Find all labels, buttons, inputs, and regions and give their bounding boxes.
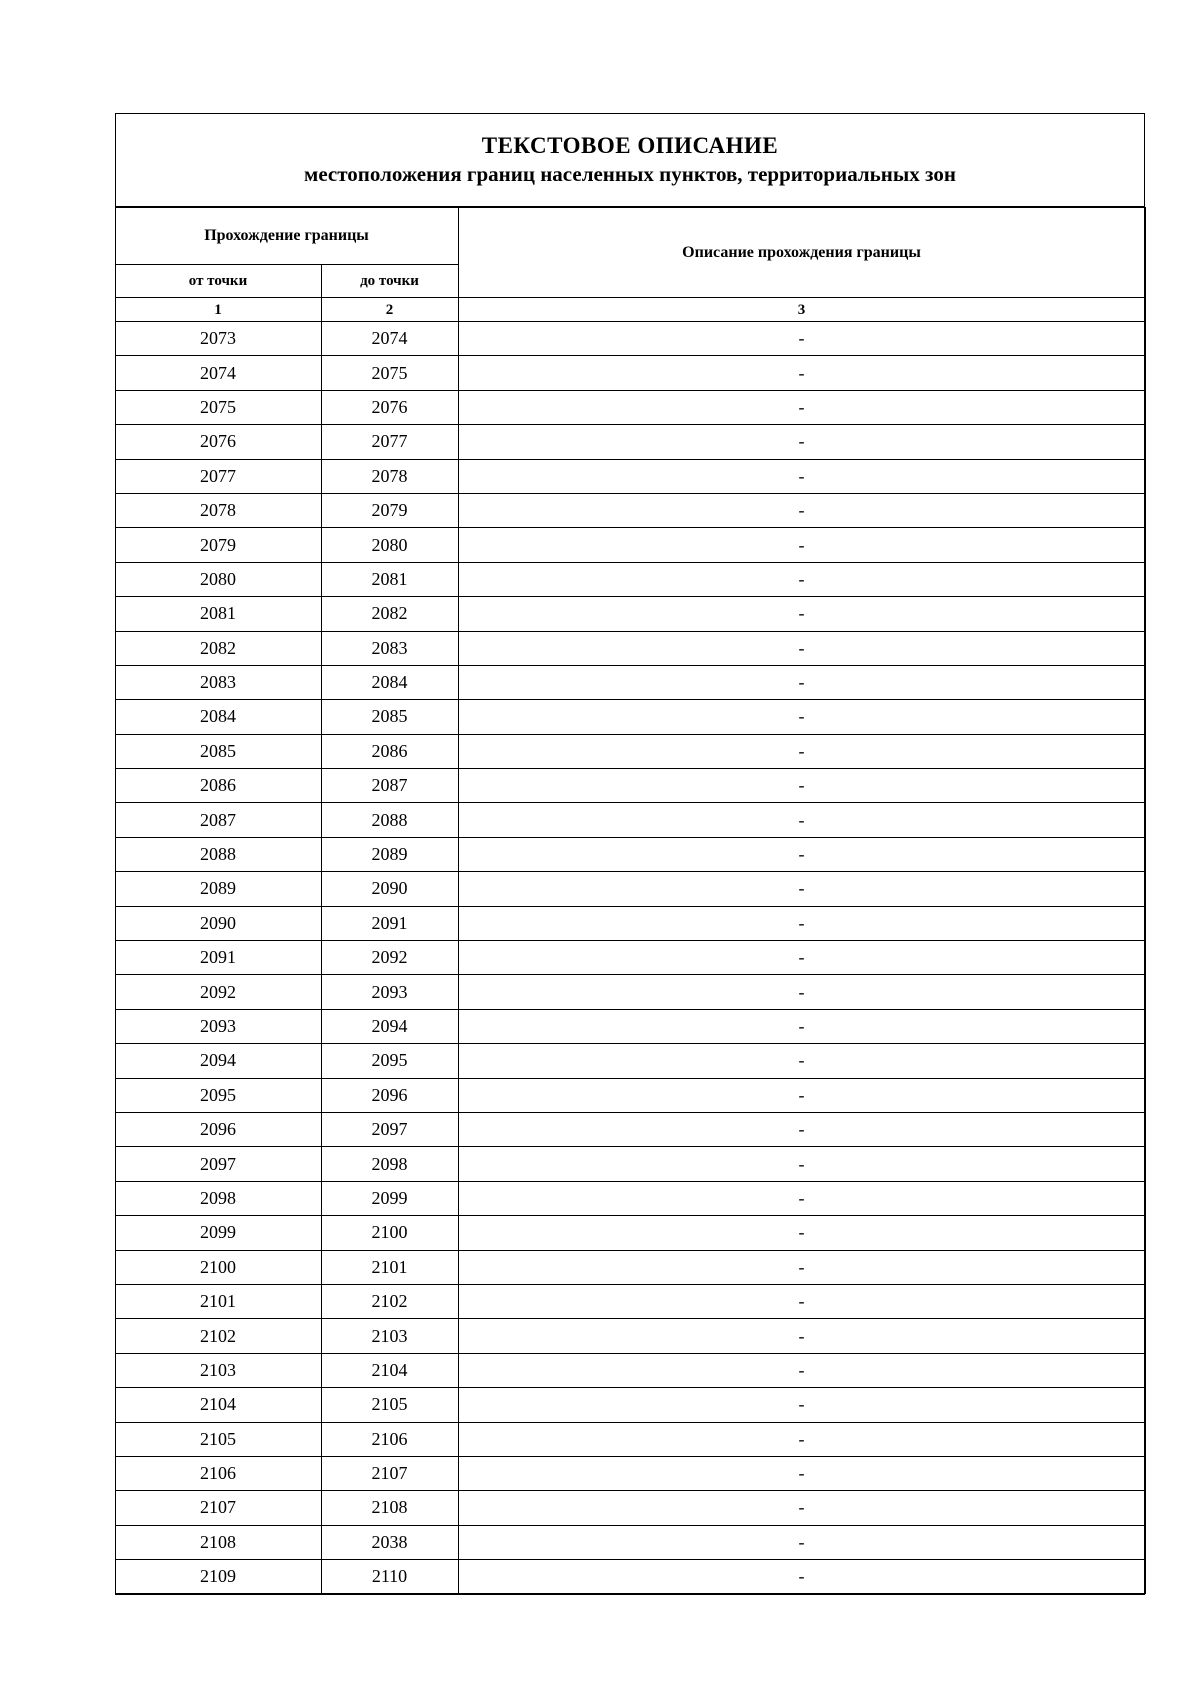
to-point-cell: 2081	[321, 562, 458, 596]
from-point-cell: 2093	[115, 1009, 321, 1043]
table-row	[115, 975, 1145, 1009]
description-cell: -	[458, 975, 1145, 1009]
table-row	[115, 1456, 1145, 1490]
to-point-cell: 2079	[321, 493, 458, 527]
description-cell: -	[458, 1422, 1145, 1456]
to-point-cell: 2087	[321, 769, 458, 803]
description-cell: -	[458, 1147, 1145, 1181]
description-cell: -	[458, 700, 1145, 734]
document-subtitle: местоположения границ населенных пунктов, территориальных зон	[304, 162, 956, 186]
to-point-cell: 2076	[321, 390, 458, 424]
description-cell: -	[458, 1388, 1145, 1422]
to-point-cell: 2091	[321, 906, 458, 940]
from-point-cell: 2073	[115, 322, 321, 356]
from-point-cell: 2102	[115, 1319, 321, 1353]
from-point-cell: 2085	[115, 734, 321, 768]
from-point-cell: 2081	[115, 597, 321, 631]
table-row	[115, 1491, 1145, 1525]
from-point-cell: 2097	[115, 1147, 321, 1181]
to-point-cell: 2038	[321, 1525, 458, 1559]
description-cell: -	[458, 322, 1145, 356]
table-row	[115, 803, 1145, 837]
description-cell: -	[458, 1319, 1145, 1353]
description-cell: -	[458, 1353, 1145, 1387]
to-point-cell: 2088	[321, 803, 458, 837]
to-point-cell: 2077	[321, 425, 458, 459]
description-cell: -	[458, 941, 1145, 975]
from-point-cell: 2080	[115, 562, 321, 596]
description-cell: -	[458, 597, 1145, 631]
description-cell: -	[458, 1078, 1145, 1112]
table-row	[115, 459, 1145, 493]
from-point-cell: 2075	[115, 390, 321, 424]
column-number: 3	[458, 298, 1145, 322]
table-row	[115, 390, 1145, 424]
table-row	[115, 734, 1145, 768]
to-point-cell: 2099	[321, 1181, 458, 1215]
description-cell: -	[458, 872, 1145, 906]
from-point-cell: 2100	[115, 1250, 321, 1284]
description-cell: -	[458, 528, 1145, 562]
to-point-cell: 2078	[321, 459, 458, 493]
description-cell: -	[458, 459, 1145, 493]
description-cell: -	[458, 1491, 1145, 1525]
table-row	[115, 528, 1145, 562]
from-point-cell: 2087	[115, 803, 321, 837]
table-row	[115, 700, 1145, 734]
from-point-cell: 2095	[115, 1078, 321, 1112]
to-point-cell: 2074	[321, 322, 458, 356]
to-point-cell: 2093	[321, 975, 458, 1009]
header-from-point: от точки	[115, 265, 321, 298]
description-cell: -	[458, 493, 1145, 527]
title-block	[116, 114, 1144, 207]
header-to-point: до точки	[321, 265, 458, 298]
to-point-cell: 2095	[321, 1044, 458, 1078]
table-row	[115, 1009, 1145, 1043]
to-point-cell: 2110	[321, 1560, 458, 1594]
table-row	[115, 872, 1145, 906]
to-point-cell: 2094	[321, 1009, 458, 1043]
to-point-cell: 2096	[321, 1078, 458, 1112]
table-row	[115, 322, 1145, 356]
description-cell: -	[458, 1250, 1145, 1284]
table-row	[115, 1560, 1145, 1594]
table-row	[115, 597, 1145, 631]
description-cell: -	[458, 631, 1145, 665]
to-point-cell: 2105	[321, 1388, 458, 1422]
boundary-table	[115, 207, 1146, 1594]
to-point-cell: 2082	[321, 597, 458, 631]
from-point-cell: 2082	[115, 631, 321, 665]
from-point-cell: 2074	[115, 356, 321, 390]
description-cell: -	[458, 1284, 1145, 1318]
to-point-cell: 2098	[321, 1147, 458, 1181]
from-point-cell: 2084	[115, 700, 321, 734]
table-row	[115, 1181, 1145, 1215]
table-row	[115, 1422, 1145, 1456]
from-point-cell: 2089	[115, 872, 321, 906]
from-point-cell: 2088	[115, 837, 321, 871]
description-cell: -	[458, 803, 1145, 837]
table-row	[115, 1078, 1145, 1112]
to-point-cell: 2080	[321, 528, 458, 562]
description-cell: -	[458, 1560, 1145, 1594]
table-row	[115, 631, 1145, 665]
table-row	[115, 1353, 1145, 1387]
table-row	[115, 1216, 1145, 1250]
table-row	[115, 1147, 1145, 1181]
description-cell: -	[458, 1525, 1145, 1559]
table-row	[115, 1250, 1145, 1284]
description-cell: -	[458, 425, 1145, 459]
table-row	[115, 1284, 1145, 1318]
table-row	[115, 1388, 1145, 1422]
from-point-cell: 2076	[115, 425, 321, 459]
table-row	[115, 1319, 1145, 1353]
description-cell: -	[458, 1456, 1145, 1490]
description-cell: -	[458, 665, 1145, 699]
from-point-cell: 2099	[115, 1216, 321, 1250]
from-point-cell: 2079	[115, 528, 321, 562]
to-point-cell: 2097	[321, 1112, 458, 1146]
description-cell: -	[458, 356, 1145, 390]
table-row	[115, 941, 1145, 975]
description-cell: -	[458, 1181, 1145, 1215]
description-cell: -	[458, 562, 1145, 596]
to-point-cell: 2086	[321, 734, 458, 768]
table-row	[115, 769, 1145, 803]
table-row	[115, 356, 1145, 390]
description-cell: -	[458, 734, 1145, 768]
from-point-cell: 2096	[115, 1112, 321, 1146]
to-point-cell: 2085	[321, 700, 458, 734]
header-description: Описание прохождения границы	[458, 208, 1145, 298]
to-point-cell: 2075	[321, 356, 458, 390]
from-point-cell: 2077	[115, 459, 321, 493]
to-point-cell: 2084	[321, 665, 458, 699]
to-point-cell: 2106	[321, 1422, 458, 1456]
from-point-cell: 2107	[115, 1491, 321, 1525]
table-row	[115, 425, 1145, 459]
table-row	[115, 1112, 1145, 1146]
description-cell: -	[458, 1044, 1145, 1078]
table-row	[115, 493, 1145, 527]
description-cell: -	[458, 1112, 1145, 1146]
description-cell: -	[458, 906, 1145, 940]
description-cell: -	[458, 1216, 1145, 1250]
from-point-cell: 2086	[115, 769, 321, 803]
from-point-cell: 2103	[115, 1353, 321, 1387]
to-point-cell: 2100	[321, 1216, 458, 1250]
description-cell: -	[458, 390, 1145, 424]
column-number: 2	[321, 298, 458, 322]
from-point-cell: 2078	[115, 493, 321, 527]
from-point-cell: 2109	[115, 1560, 321, 1594]
to-point-cell: 2090	[321, 872, 458, 906]
from-point-cell: 2108	[115, 1525, 321, 1559]
header-boundary-passage: Прохождение границы	[115, 208, 458, 265]
document-frame	[115, 113, 1145, 1595]
to-point-cell: 2103	[321, 1319, 458, 1353]
description-cell: -	[458, 837, 1145, 871]
table-row	[115, 1044, 1145, 1078]
to-point-cell: 2107	[321, 1456, 458, 1490]
table-row	[115, 906, 1145, 940]
table-row	[115, 665, 1145, 699]
from-point-cell: 2083	[115, 665, 321, 699]
to-point-cell: 2108	[321, 1491, 458, 1525]
document-title: ТЕКСТОВОЕ ОПИСАНИЕ	[481, 133, 779, 158]
table-body	[115, 322, 1145, 1594]
table-row	[115, 562, 1145, 596]
table-row	[115, 837, 1145, 871]
to-point-cell: 2102	[321, 1284, 458, 1318]
from-point-cell: 2094	[115, 1044, 321, 1078]
to-point-cell: 2104	[321, 1353, 458, 1387]
from-point-cell: 2105	[115, 1422, 321, 1456]
to-point-cell: 2083	[321, 631, 458, 665]
from-point-cell: 2092	[115, 975, 321, 1009]
column-number: 1	[115, 298, 321, 322]
from-point-cell: 2091	[115, 941, 321, 975]
from-point-cell: 2104	[115, 1388, 321, 1422]
description-cell: -	[458, 769, 1145, 803]
from-point-cell: 2098	[115, 1181, 321, 1215]
from-point-cell: 2106	[115, 1456, 321, 1490]
from-point-cell: 2101	[115, 1284, 321, 1318]
to-point-cell: 2089	[321, 837, 458, 871]
from-point-cell: 2090	[115, 906, 321, 940]
table-row	[115, 1525, 1145, 1559]
description-cell: -	[458, 1009, 1145, 1043]
to-point-cell: 2092	[321, 941, 458, 975]
to-point-cell: 2101	[321, 1250, 458, 1284]
